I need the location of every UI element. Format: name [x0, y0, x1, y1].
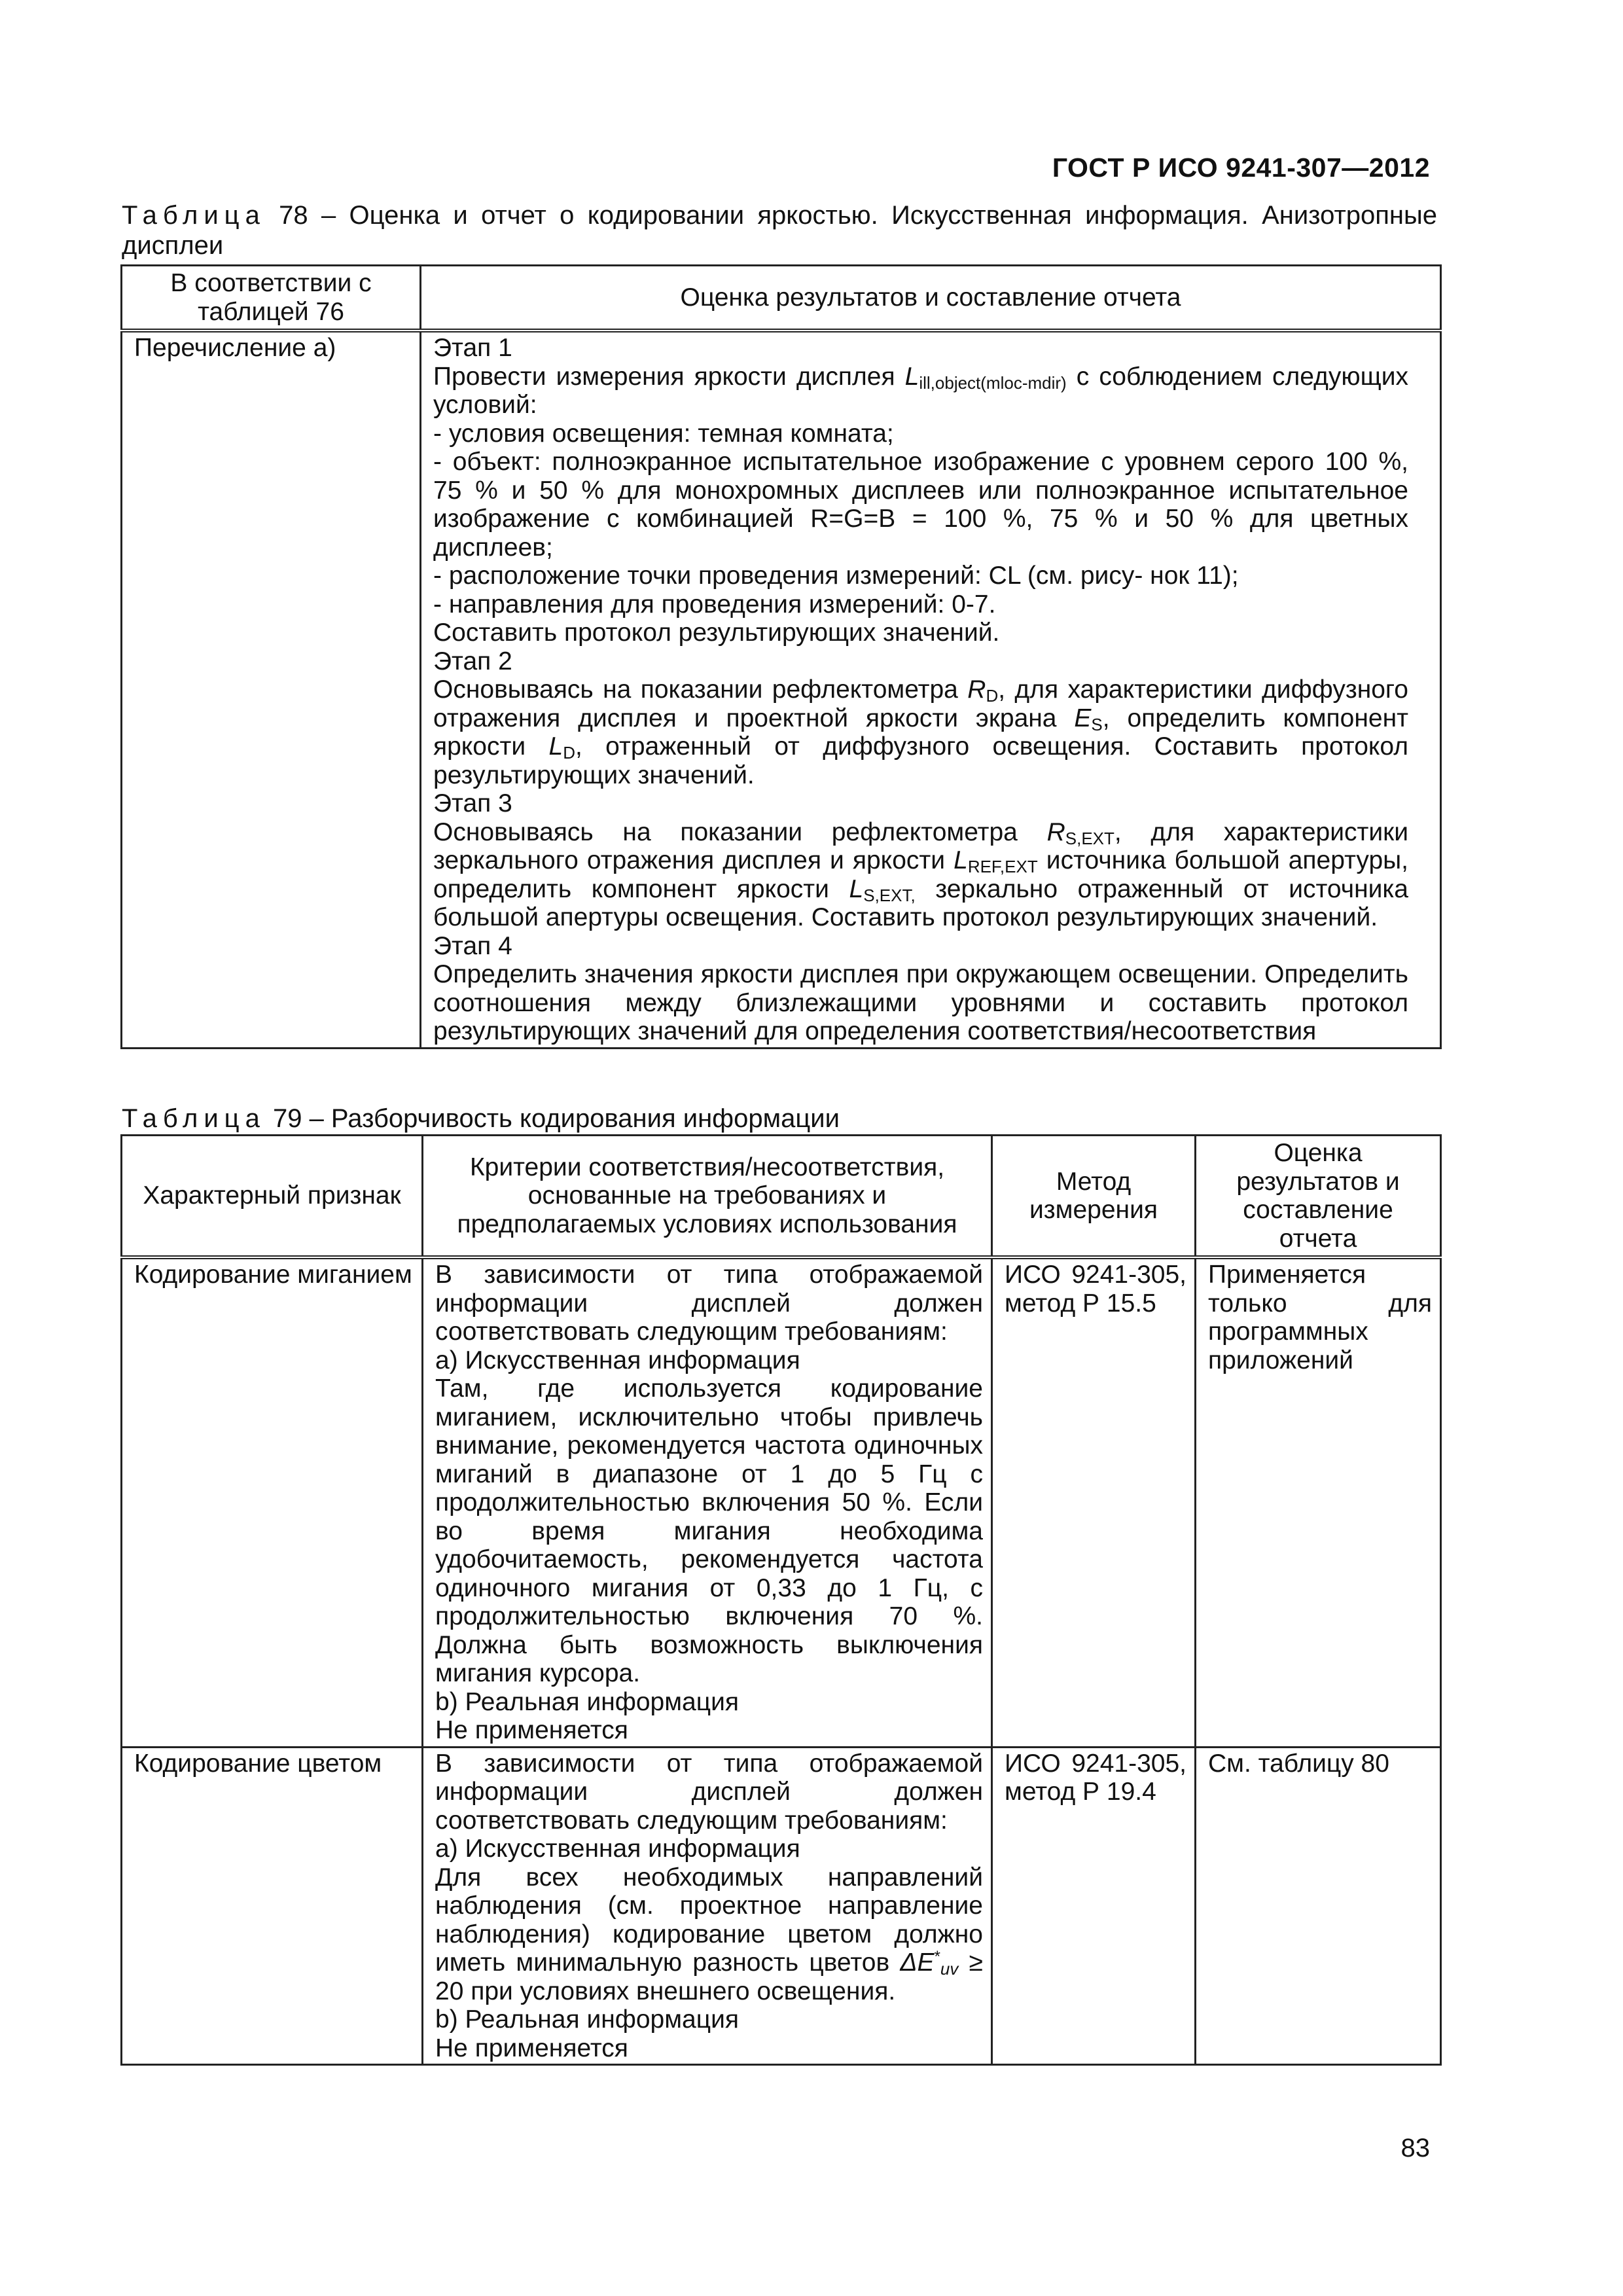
feature-cell: Кодирование цветом: [122, 1747, 423, 2065]
evaluation-cell: Применяется только для программных приложений: [1196, 1257, 1441, 1747]
condition-item: - условия освещения: темная комната;: [433, 419, 894, 448]
document-id: ГОСТ Р ИСО 9241-307—2012: [1052, 152, 1430, 183]
criteria-cell: В зависимости от типа отображаемой информации дисплей должен соответствовать следующим требованиям: a) Искусственная информация Для всех необходимых направлений наблюдения (см. проектное направление наблюдения) кодирование цветом должно иметь минимальную разность цветов $\Delta E^*_{uv} \ge 20$ при условиях внешнего освещения. b) Реальная информация Не применяется: [423, 1747, 992, 2065]
caption-text: 78 – Оценка и отчет о кодировании яркостью. Искусственная информация. Анизотропные дисплеи: [122, 201, 1437, 260]
row-label: Перечисление а): [122, 331, 421, 1048]
page-number: 83: [1400, 2134, 1430, 2162]
stage-text: Основываясь на показании рефлектометра $R_{S,EXT}$, для характеристики зеркального отражения дисплея и яркости $L_{REF,EXT}$ источника большой апертуры, определить компонент яркости $L_{S,EXT,}$ зеркально отраженный от источника большой апертуры освещения. Составить протокол результирующих значений.: [433, 817, 1408, 931]
column-header: В соответствии с таблицей 76: [122, 266, 421, 331]
column-header: Оценка результатов и составление отчета: [421, 266, 1441, 331]
stage-title: Этап 4: [433, 931, 512, 960]
method-cell: ИСО 9241-305, метод Р 19.4: [992, 1747, 1196, 2065]
method-cell: ИСО 9241-305, метод Р 15.5: [992, 1257, 1196, 1747]
column-header: Критерии соответствия/несоответствия, основанные на требованиях и предполагаемых условиях использования: [423, 1136, 992, 1258]
stage-title: Этап 1: [433, 334, 512, 362]
table-78-caption: [122, 200, 1437, 260]
condition-item: - расположение точки проведения измерений: CL (см. рису- нок 11);: [433, 562, 1239, 590]
caption-word: Таблица: [122, 201, 266, 230]
feature-cell: Кодирование миганием: [122, 1257, 423, 1747]
stage-text: Определить значения яркости дисплея при окружающем освещении. Определить соотношения между близлежащими уровнями и составить протокол результирующих значений для определения соответствия/несоответствия: [433, 960, 1408, 1045]
stage-text: Составить протокол результирующих значений.: [433, 619, 1000, 647]
table-header-row: [122, 266, 1441, 331]
evaluation-cell: См. таблицу 80: [1196, 1747, 1441, 2065]
table-header-row: [122, 1136, 1441, 1258]
stage-text: Провести измерения яркости дисплея $L_{ill,object(mloc-mdir)}$ с соблюдением следующих условий:: [433, 362, 1408, 419]
condition-item: - направления для проведения измерений: 0-7.: [433, 590, 996, 619]
table-79-caption: [122, 1103, 1437, 1134]
condition-item: - объект: полноэкранное испытательное изображение с уровнем серого 100 %, 75 % и 50 % для монохромных дисплеев или полноэкранное испытательное изображение с комбинацией R=G=B = 100 %, 75 % и 50 % для цветных дисплеев;: [433, 448, 1408, 562]
caption-word: Таблица: [122, 1104, 266, 1133]
table-row: [122, 1257, 1441, 1747]
column-header: Метод измерения: [992, 1136, 1196, 1258]
column-header: Оценка результатов и составление отчета: [1196, 1136, 1441, 1258]
criteria-cell: В зависимости от типа отображаемой информации дисплей должен соответствовать следующим требованиям: a) Искусственная информация Там, где используется кодирование миганием, исключительно чтобы привлечь внимание, рекомендуется частота одиночных миганий в диапазоне от 1 до 5 Гц с продолжительностью включения 50 %. Если во время мигания необходима удобочитаемость, рекомендуется частота одиночного мигания от 0,33 до 1 Гц, с продолжительностью включения 70 %. Должна быть возможность выключения мигания курсора. b) Реальная информация Не применяется: [423, 1257, 992, 1747]
table-78: [120, 264, 1442, 1049]
table-row: [122, 1747, 1441, 2065]
stage-title: Этап 3: [433, 789, 512, 817]
table-row: [122, 331, 1441, 1048]
stage-text: Основываясь на показании рефлектометра $R_D$, для характеристики диффузного отражения дисплея и проектной яркости экрана $E_S$, определить компонент яркости $L_D$, отраженный от диффузного освещения. Составить протокол результирующих значений.: [433, 675, 1408, 789]
evaluation-cell: [421, 331, 1441, 1048]
column-header: Характерный признак: [122, 1136, 423, 1258]
table-79: [120, 1134, 1442, 2066]
caption-text: 79 – Разборчивость кодирования информации: [265, 1104, 840, 1133]
stage-title: Этап 2: [433, 647, 512, 675]
